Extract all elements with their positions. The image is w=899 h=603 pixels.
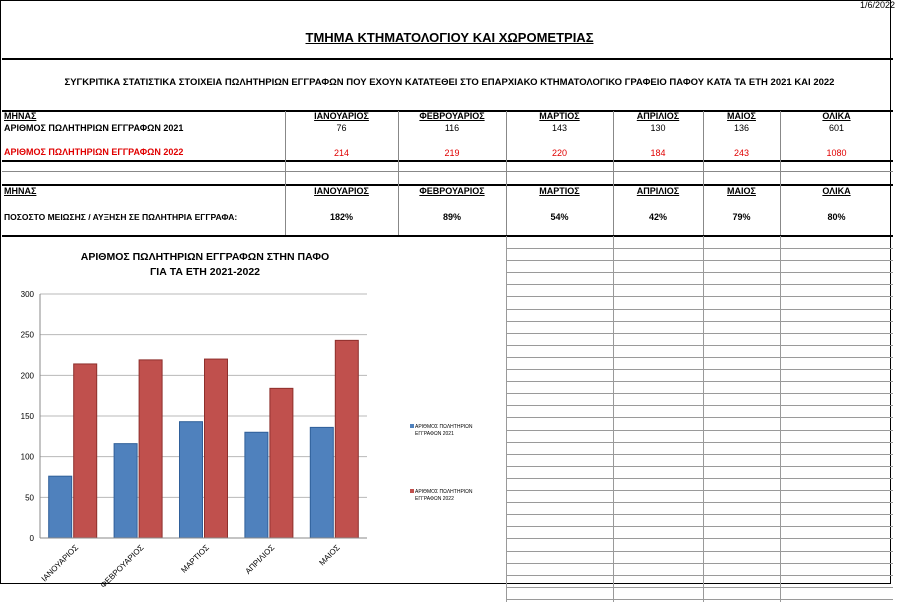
grid-column-line — [703, 236, 704, 602]
legend-label-2021-line2: ΕΓΓΡΑΦΩΝ 2021 — [415, 431, 454, 437]
cell-2022: 214 — [333, 148, 350, 158]
bar-chart — [2, 236, 502, 602]
pct-cell: 80% — [827, 212, 846, 222]
grid-row-line — [506, 345, 893, 346]
page-title: ΤΜΗΜΑ ΚΤΗΜΑΤΟΛΟΓΙΟΥ ΚΑΙ ΧΩΡΟΜΕΤΡΙΑΣ — [305, 30, 594, 45]
grid-row-line — [506, 430, 893, 431]
grid-row-line — [506, 381, 893, 382]
bar-2022 — [270, 388, 293, 538]
col-header: ΦΕΒΡΟΥΑΡΙΟΣ — [419, 111, 485, 121]
col-header: ΙΑΝΟΥΑΡΙΟΣ — [314, 111, 369, 121]
pct-row-label: ΠΟΣΟΣΤΟ ΜΕΙΩΣΗΣ / ΑΥΞΗΣΗ ΣΕ ΠΩΛΗΤΗΡΙΑ ΕΓΓΡΑΦΑ: — [4, 212, 238, 222]
bar-2021 — [180, 422, 203, 538]
grid-row-line — [506, 248, 893, 249]
grid-row-line — [506, 575, 893, 576]
bar-2022 — [74, 364, 97, 538]
grid-row-line — [506, 490, 893, 491]
bar-2021 — [49, 476, 72, 538]
row-2022-label: ΑΡΙΘΜΟΣ ΠΩΛΗΤΗΡΙΩΝ ΕΓΓΡΑΦΩΝ 2022 — [4, 147, 184, 157]
y-tick-label: 50 — [25, 493, 34, 503]
border-line — [2, 58, 893, 60]
grid-column-line — [780, 236, 781, 602]
y-tick-label: 300 — [20, 290, 34, 299]
cell-2022: 184 — [650, 148, 666, 158]
col-header: ΟΛΙΚΑ — [822, 186, 851, 196]
grid-line — [2, 171, 893, 172]
cell-2022: 219 — [444, 148, 460, 158]
grid-row-line — [506, 599, 893, 600]
legend-swatch-2021 — [410, 424, 414, 428]
grid-row-line — [506, 526, 893, 527]
pct-cell: 182% — [329, 212, 354, 222]
grid-row-line — [506, 333, 893, 334]
bar-2022 — [139, 360, 162, 538]
col-header: ΜΑΡΤΙΟΣ — [539, 111, 580, 121]
grid-row-line — [506, 357, 893, 358]
col-header: ΙΑΝΟΥΑΡΙΟΣ — [314, 186, 369, 196]
grid-row-line — [506, 272, 893, 273]
col-header: ΟΛΙΚΑ — [822, 111, 851, 121]
grid-row-line — [506, 466, 893, 467]
chart-title-line1: ΑΡΙΘΜΟΣ ΠΩΛΗΤΗΡΙΩΝ ΕΓΓΡΑΦΩΝ ΣΤΗΝ ΠΑΦΟ — [80, 251, 330, 263]
print-date: 1/6/2022 — [859, 0, 895, 10]
cell-2021: 136 — [733, 123, 750, 133]
legend-label-2021: ΑΡΙΘΜΟΣ ΠΩΛΗΤΗΡΙΩΝ — [415, 424, 473, 430]
cell-2022: 243 — [733, 148, 750, 158]
x-tick-label: ΦΕΒΡΟΥΑΡΙΟΣ — [98, 543, 146, 590]
bar-2021 — [310, 427, 333, 538]
cell-2022: 220 — [551, 148, 568, 158]
col-header: ΜΑΡΤΙΟΣ — [539, 186, 580, 196]
cell-2022: 1080 — [826, 148, 847, 158]
pct-cell: 42% — [648, 212, 667, 222]
grid-row-line — [506, 502, 893, 503]
grid-row-line — [506, 551, 893, 552]
legend-label-2022-line2: ΕΓΓΡΑΦΩΝ 2022 — [415, 496, 454, 502]
col-header: ΑΠΡΙΛΙΟΣ — [636, 186, 680, 196]
x-tick-label: ΜΑΡΤΙΟΣ — [179, 543, 211, 575]
grid-row-line — [506, 563, 893, 564]
grid-row-line — [506, 369, 893, 370]
border-line — [2, 160, 893, 162]
col-header: ΜΑΙΟΣ — [727, 111, 756, 121]
bar-2022 — [205, 359, 228, 538]
chart-title-line2: ΓΙΑ ΤΑ ΕΤΗ 2021-2022 — [150, 266, 260, 278]
grid-row-line — [506, 260, 893, 261]
grid-row-line — [506, 454, 893, 455]
bar-2021 — [114, 444, 137, 538]
x-tick-label: ΙΑΝΟΥΑΡΙΟΣ — [39, 543, 81, 584]
row-2021-label: ΑΡΙΘΜΟΣ ΠΩΛΗΤΗΡΙΩΝ ΕΓΓΡΑΦΩΝ 2021 — [4, 123, 184, 133]
pct-cell: 89% — [442, 212, 461, 222]
y-tick-label: 200 — [20, 371, 34, 381]
col-header: ΦΕΒΡΟΥΑΡΙΟΣ — [419, 186, 485, 196]
month-header-label: ΜΗΝΑΣ — [4, 111, 37, 121]
y-tick-label: 150 — [20, 412, 34, 421]
legend-swatch-2022 — [410, 489, 414, 493]
grid-row-line — [506, 587, 893, 588]
legend-label-2022: ΑΡΙΘΜΟΣ ΠΩΛΗΤΗΡΙΩΝ — [415, 489, 473, 495]
grid-row-line — [506, 514, 893, 515]
y-tick-label: 100 — [20, 452, 34, 462]
page-subtitle: ΣΥΓΚΡΙΤΙΚΑ ΣΤΑΤΙΣΤΙΚΑ ΣΤΟΙΧΕΙΑ ΠΩΛΗΤΗΡΙΩΝ ΕΓΓΡΑΦΩΝ ΠΟΥ ΕΧΟΥΝ ΚΑΤΑΤΕΘΕΙ ΣΤΟ ΕΠΑΡΧΙΑΚΟ ΚΤΗΜΑΤΟΛΟΓΙΚΟ ΓΡΑΦΕΙΟ ΠΑΦΟΥ ΚΑΤΑ ΤΑ ΕΤΗ 2021 ΚΑΙ 2022 — [64, 77, 835, 88]
grid-column-line — [506, 236, 507, 602]
bar-2021 — [245, 432, 268, 538]
grid-row-line — [506, 296, 893, 297]
pct-cell: 79% — [732, 212, 751, 222]
grid-row-line — [506, 393, 893, 394]
y-tick-label: 250 — [20, 330, 34, 340]
x-tick-label: ΑΠΡΙΛΙΟΣ — [243, 543, 277, 576]
grid-row-line — [506, 321, 893, 322]
cell-2021: 76 — [336, 123, 347, 133]
col-header: ΜΑΙΟΣ — [727, 186, 756, 196]
grid-row-line — [506, 538, 893, 539]
grid-row-line — [506, 417, 893, 418]
y-tick-label: 0 — [29, 534, 34, 543]
pct-cell: 54% — [550, 212, 569, 222]
grid-column-line — [613, 236, 614, 602]
x-tick-label: ΜΑΙΟΣ — [317, 543, 342, 568]
cell-2021: 143 — [551, 123, 568, 133]
grid-row-line — [506, 405, 893, 406]
col-header: ΑΠΡΙΛΙΟΣ — [636, 111, 680, 121]
grid-row-line — [506, 284, 893, 285]
bar-2022 — [335, 340, 358, 538]
cell-2021: 116 — [444, 123, 460, 133]
cell-2021: 130 — [650, 123, 666, 133]
cell-2021: 601 — [828, 123, 845, 133]
grid-row-line — [506, 309, 893, 310]
grid-row-line — [506, 442, 893, 443]
month-header-label: ΜΗΝΑΣ — [4, 186, 37, 196]
grid-row-line — [506, 478, 893, 479]
